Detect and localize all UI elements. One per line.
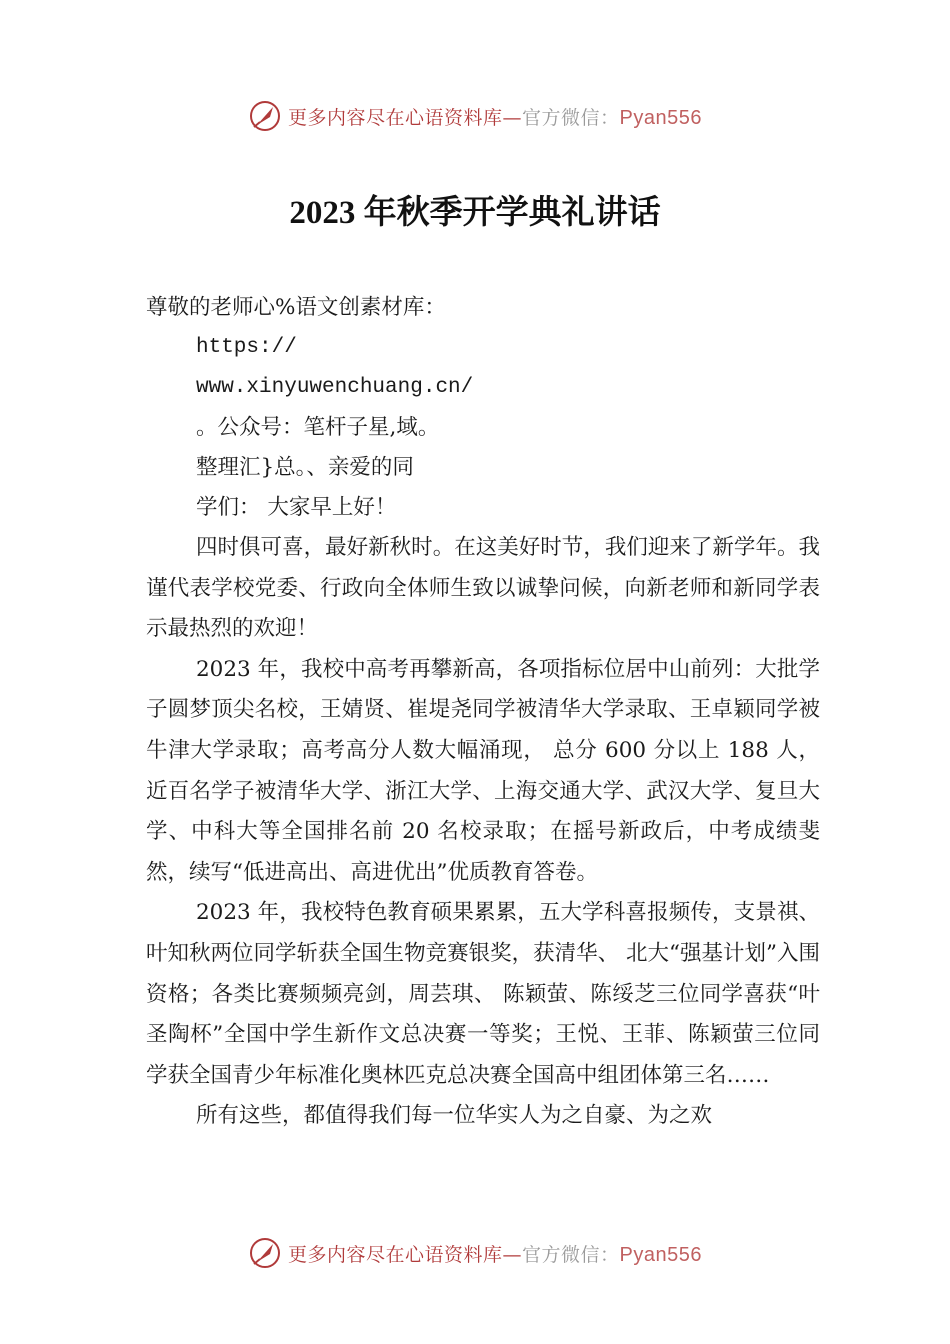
- banner-slogan: 更多内容尽在心语资料库: [288, 1243, 503, 1266]
- paragraph-3: 2023 年，我校特色教育硕果累累，五大学科喜报频传，支景祺、叶知秋两位同学斩获全国生物竞赛银奖，获清华、 北大“强基计划”入围资格；各类比赛频频亮剑，周芸琪、 陈颖萤、陈绥芝三位同学喜获“叶圣陶杯”全国中学生新作文总决赛一等奖；王悦、王菲、陈颖萤三位同学获全国青少年标准化奥林匹克总决赛全国高中组团体第三名……: [146, 900, 820, 1088]
- paragraph-4: 所有这些，都值得我们每一位华实人为之自豪、为之欢: [196, 1103, 713, 1129]
- banner-wechat-id: Pyan556: [619, 1243, 702, 1266]
- banner-slogan: 更多内容尽在心语资料库: [288, 106, 503, 129]
- paragraph-1: 四时俱可喜，最好新秋时。在这美好时节，我们迎来了新学年。我谨代表学校党委、行政向全体师生致以诚挚问候，向新老师和新同学表示最热烈的欢迎！: [146, 535, 820, 642]
- header-watermark-banner: [0, 96, 950, 136]
- banner-wechat-label: 官方微信：: [522, 1243, 620, 1266]
- document-title: 2023 年秋季开学典礼讲话: [289, 195, 661, 231]
- url-line-2: www.xinyuwenchuang.cn/: [196, 376, 474, 399]
- banner-wechat-label: 官方微信：: [522, 106, 620, 129]
- url-line-1: https://: [196, 336, 297, 359]
- feather-pen-logo-icon: [248, 1236, 282, 1270]
- feather-pen-logo-icon: [248, 99, 282, 133]
- paragraph-2: 2023 年，我校中高考再攀新高，各项指标位居中山前列：大批学子圆梦顶尖名校，王婧贤、崔堤尧同学被清华大学录取、王卓颖同学被牛津大学录取；高考高分人数大幅涌现， 总分 600 分以上 188 人，近百名学子被清华大学、浙江大学、上海交通大学、武汉大学、复旦大学、中科大等全国排名前 20 名校录取；在摇号新政后，中考成绩斐然，续写“低进高出、高进优出”优质教育答卷。: [146, 656, 820, 885]
- compiled-line: 整理汇}总。、亲爱的同: [196, 455, 414, 480]
- banner-wechat-id: Pyan556: [619, 106, 702, 129]
- document-body: [146, 288, 820, 1137]
- salutation: 尊敬的老师心%语文创素材库：: [146, 295, 446, 320]
- banner-separator: —: [502, 1243, 523, 1266]
- banner-separator: —: [502, 106, 523, 129]
- public-account-line: 。公众号：笔杆子星,域。: [196, 415, 440, 440]
- footer-watermark-banner: [0, 1233, 950, 1273]
- greeting-line: 学们： 大家早上好！: [196, 495, 397, 520]
